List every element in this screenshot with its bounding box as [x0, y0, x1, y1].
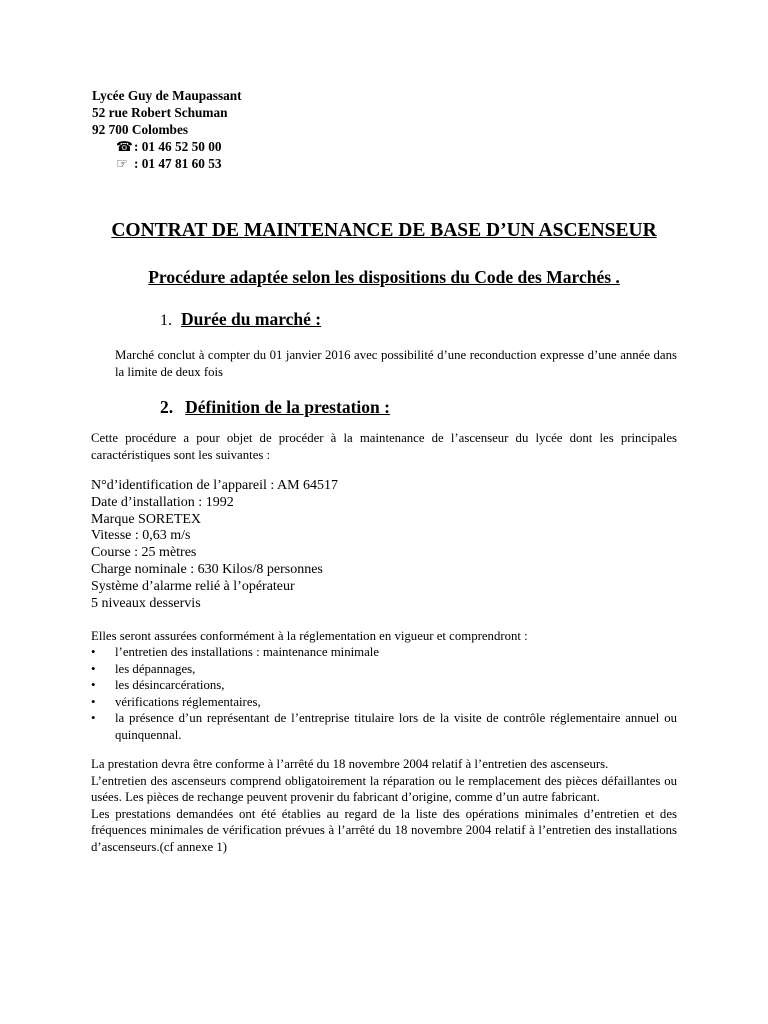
telephone-icon: ☎: [116, 139, 133, 154]
spec-line: Date d’installation : 1992: [91, 494, 234, 510]
list-item: [91, 661, 677, 678]
bullet-icon: •: [91, 645, 96, 659]
school-name: Lycée Guy de Maupassant: [92, 88, 242, 103]
spec-line: Marque SORETEX: [91, 511, 202, 527]
list-item: [91, 710, 677, 743]
fax-line: [92, 155, 242, 172]
spec-line: Charge nominale : 630 Kilos/8 personnes: [91, 561, 323, 577]
paragraph-services: Les prestations demandées ont été établies au regard de la liste des opérations minimales d’entretien et des fréquences minimales de vérification prévues à l’arrêté du 18 novembre 2004 relatif à l’entretien des installations d’ascenseurs.(cf annexe 1): [91, 806, 677, 854]
bullet-icon: •: [91, 711, 96, 725]
section-1-heading: [160, 309, 321, 330]
pointing-hand-icon: ☞: [116, 156, 128, 171]
services-list: [91, 644, 677, 743]
section-2-intro: Cette procédure a pour objet de procéder à la maintenance de l’ascenseur du lycée dont les principales caractéristiques sont les suivantes :: [91, 431, 677, 462]
paragraph-regulation: La prestation devra être conforme à l’arrêté du 18 novembre 2004 relatif à l’entretien des ascenseurs.: [91, 757, 609, 771]
spec-line: Vitesse : 0,63 m/s: [91, 528, 191, 544]
spec-line: N°d’identification de l’appareil : AM 64517: [91, 478, 339, 493]
lift-specifications: [91, 478, 338, 612]
list-item: [91, 694, 677, 711]
phone-line: [92, 138, 242, 155]
document-subtitle: Procédure adaptée selon les dispositions du Code des Marchés .: [148, 267, 620, 287]
regulation-paragraphs: [91, 756, 677, 855]
section-1-text: Marché conclut à compter du 01 janvier 2016 avec possibilité d’une reconduction expresse d’une année dans la limite de deux fois: [115, 348, 677, 379]
spec-line: Course : 25 mètres: [91, 545, 197, 561]
spec-line: 5 niveaux desservis: [91, 595, 201, 611]
fax-number: : 01 47 81 60 53: [134, 156, 222, 171]
list-item: [91, 677, 677, 694]
school-city: 92 700 Colombes: [92, 122, 189, 137]
document-title: CONTRAT DE MAINTENANCE DE BASE D’UN ASCENSEUR: [111, 220, 657, 241]
section-1-label: Durée du marché :: [181, 309, 322, 329]
section-1-number: 1.: [160, 312, 172, 329]
section-2-heading: [160, 397, 390, 418]
paragraph-maintenance: L’entretien des ascenseurs comprend obligatoirement la réparation ou le remplacement des pièces défaillantes ou usées. Les pièces de rechange peuvent provenir du fabricant d’origine, comme d’un autre fabricant.: [91, 773, 677, 804]
list-item: [91, 644, 677, 661]
phone-number: : 01 46 52 50 00: [134, 139, 222, 154]
spec-line: Système d’alarme relié à l’opérateur: [91, 578, 295, 594]
list-intro: Elles seront assurées conformément à la réglementation en vigueur et comprendront :: [91, 629, 528, 643]
section-2-number: 2.: [160, 397, 174, 417]
bullet-icon: •: [91, 661, 96, 676]
school-street: 52 rue Robert Schuman: [92, 105, 228, 120]
list-item-text: la présence d’un représentant de l’entreprise titulaire lors de la visite de contrôle réglementaire annuel ou quinquennal.: [115, 711, 677, 742]
section-2-label: Définition de la prestation :: [185, 397, 390, 417]
bullet-icon: •: [91, 694, 96, 709]
list-item-text: les désincarcérations,: [115, 678, 225, 692]
school-address-block: [92, 87, 242, 172]
list-item-text: les dépannages,: [115, 661, 196, 676]
list-item-text: vérifications réglementaires,: [115, 694, 261, 709]
bullet-icon: •: [91, 678, 96, 692]
list-item-text: l’entretien des installations : maintenance minimale: [115, 645, 380, 659]
